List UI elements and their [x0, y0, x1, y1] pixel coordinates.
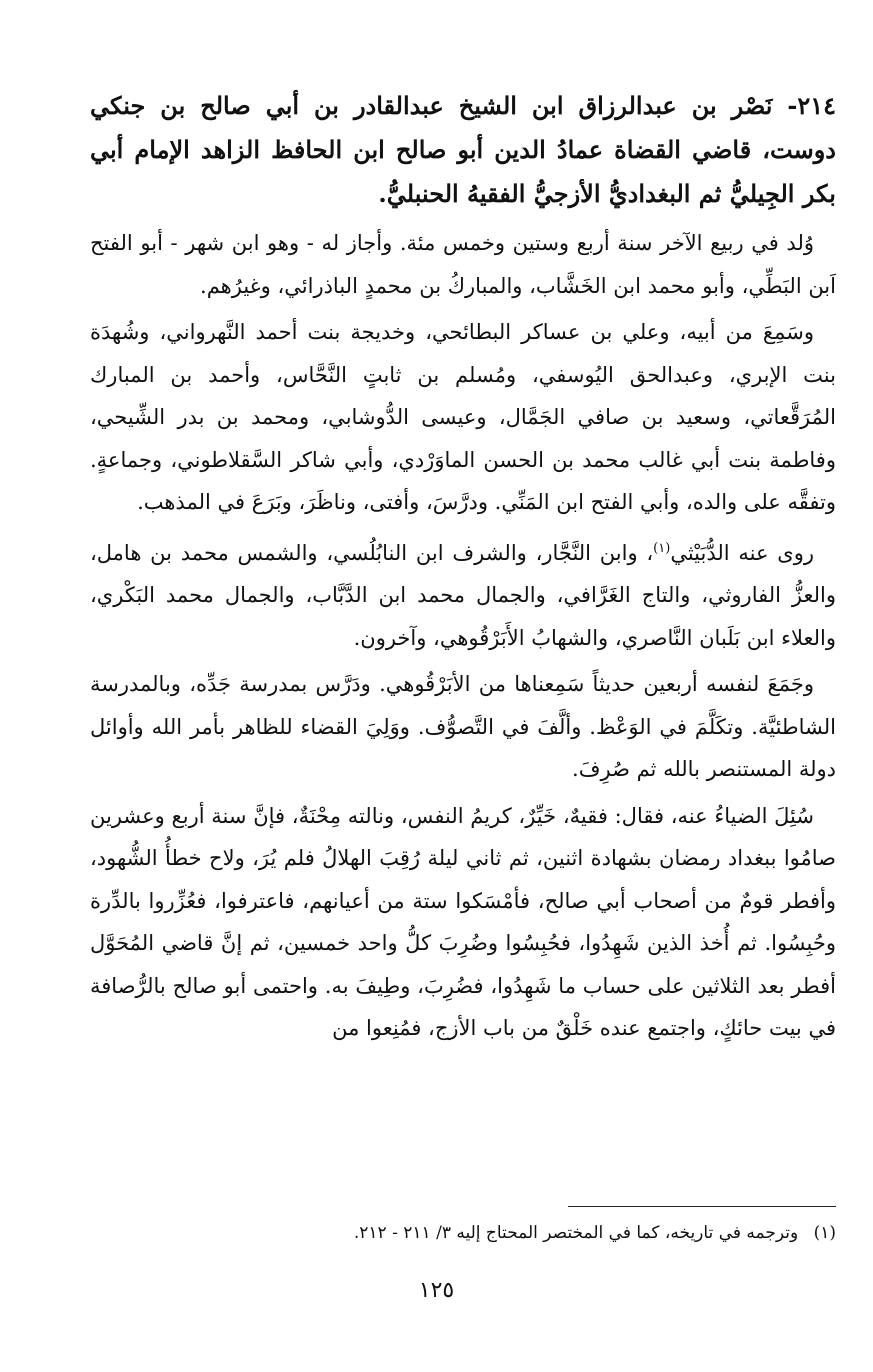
page-number: ١٢٥	[418, 1278, 455, 1303]
paragraph-birth: وُلد في ربيع الآخر سنة أربع وستين وخمس مئة. وأجاز له - وهو ابن شهر - أبو الفتح اَبن البَطِّي، وأبو محمد ابن الخَشَّاب، والمباركُ بن محمدٍ الباذرائي، وغيرُهم.	[90, 231, 836, 298]
paragraph-teachers: وسَمِعَ من أبيه، وعلي بن عساكر البطائحي، وخديجة بنت أحمد النَّهرواني، وشُهدَة بنت الإبري، وعبدالحق اليُوسفي، ومُسلم بن ثابتٍ النَّحَّاس، وأحمد بن المبارك المُرَقَّعاتي، وسعيد بن صافي الجَمَّال، وعيسى الدُّوشابي، ومحمد بن بدر الشِّيحي، وفاطمة بنت أبي غالب محمد بن الحسن الماوَرْدي، وأبي شاكر السَّقلاطوني، وجماعةٍ. وتفقَّه على والده، وأبي الفتح ابن المَنِّي. ودرَّسَ، وأفتى، وناظَرَ، وبَرَعَ في المذهب.	[90, 320, 836, 514]
footnote-number: (١)	[813, 1223, 836, 1243]
entry-heading: ٢١٤- نَصْر بن عبدالرزاق ابن الشيخ عبدالقادر بن أبي صالح بن جنكي دوست، قاضي القضاة عمادُ الدين أبو صالح ابن الحافظ الزاهد الإمام أبي بكر الجِيليُّ ثم البغداديُّ الأزجيُّ الفقيهُ الحنبليُّ.	[90, 91, 836, 208]
narrators-text-after-note: ، وابن النَّجَّار، والشرف ابن النابُلُسي، والشمس محمد بن هامل، والعزُّ الفاروثي، والتاج الغَرَّافي، والجمال محمد ابن الدَّبَّاب، والجمال محمد البَكْري، والعلاء ابن بَلَبان النَّاصري، والشهابُ الأَبَرْقُوهي، وآخرون.	[90, 540, 836, 650]
paragraph-narrators	[90, 528, 836, 660]
footnote-reference[interactable]: (١)	[653, 540, 671, 556]
narrators-text-before-note: روى عنه الدُّبَيْثي	[670, 540, 814, 565]
paragraph-works: وجَمَعَ لنفسه أربعين حديثاً سَمِعناها من الأبَرْقُوهي. ودَرَّس بمدرسة جَدِّه، وبالمدرسة الشاطئيَّة. وتكَلَّمَ في الوَعْظ. وألَّفَ في التَّصوُّف. ووَلِيَ القضاء للظاهر بأمر الله وأوائل دولة المستنصر بالله ثم صُرِفَ.	[90, 672, 836, 781]
paragraph-ordeal: سُئِلَ الضياءُ عنه، فقال: فقيهٌ، خَيِّرٌ، كريمُ النفس، ونالته مِحْنَةٌ، فإنَّ سنة أربع وعشرين صامُوا ببغداد رمضان بشهادة اثنين، ثم ثاني ليلة رُقِبَ الهلالُ فلم يُرَ، ولاح خطأُ الشُّهود، وأفطر قومٌ من أصحاب أبي صالح، فأمْسَكوا ستة من أعيانهم، فاعترفوا، فعُزِّروا بالدِّرة وحُبِسُوا. ثم أُخذ الذين شَهِدُوا، فحُبِسُوا وضُرِبَ كلُّ واحد خمسين، ثم إنَّ قاضي المُحَوَّل أفطر بعد الثلاثين على حساب ما شَهِدُوا، فضُرِبَ، وطِيفَ به. واحتمى أبو صالح بالرُّصافة في بيت حائكٍ، واجتمع عنده خَلْقٌ من باب الأزج، فمُنِعوا من	[90, 803, 836, 1040]
footnote-text: وترجمه في تاريخه، كما في المختصر المحتاج إليه ٣/ ٢١١ - ٢١٢.	[353, 1223, 799, 1243]
footnote-divider	[568, 1206, 836, 1207]
main-text	[90, 84, 836, 1050]
footnote	[90, 1218, 836, 1248]
